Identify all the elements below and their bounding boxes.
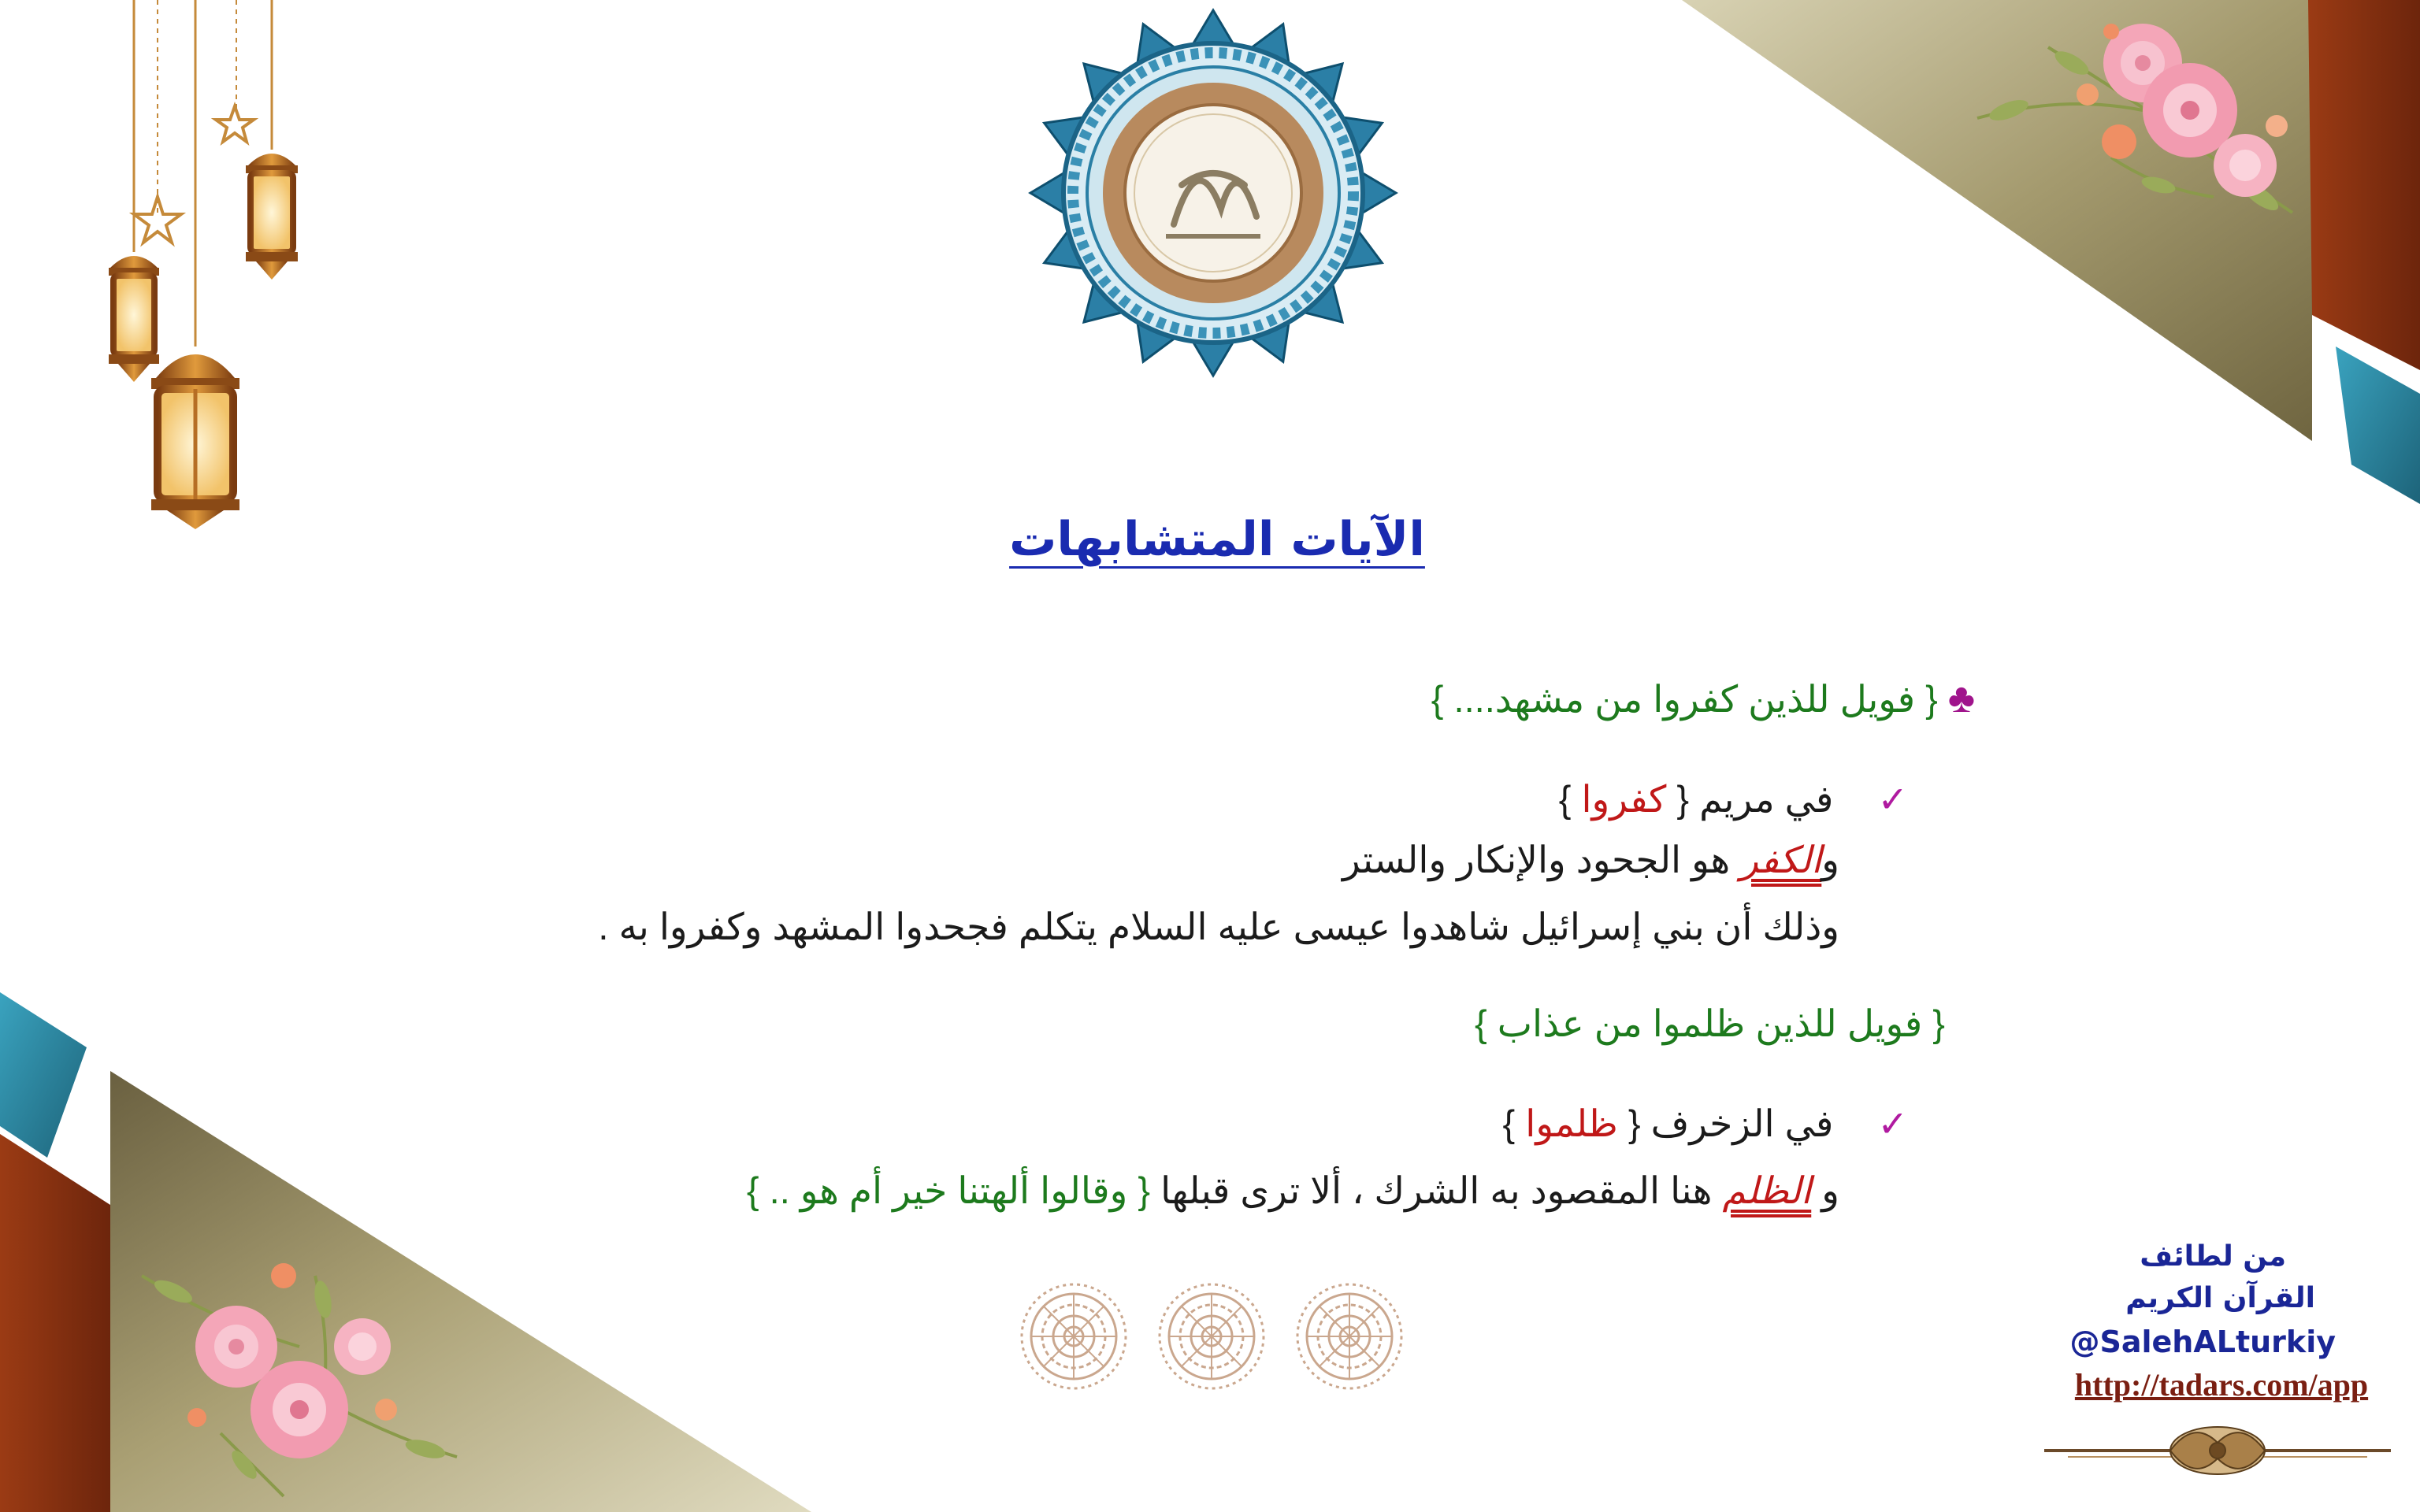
- line-prefix: و: [1811, 1169, 1839, 1211]
- line-rest: هو الجحود والإنكار والستر: [1342, 839, 1741, 880]
- mandala-row: [1016, 1280, 1410, 1394]
- item-suffix: }: [1502, 1102, 1516, 1144]
- club-bullet-icon: ♣: [1947, 676, 1975, 721]
- credit-url-link[interactable]: http://tadars.com/app: [2074, 1367, 2369, 1403]
- item-prefix: في الزخرف {: [1628, 1102, 1834, 1144]
- check-bullet-icon: ✓: [1877, 1103, 1908, 1144]
- item-prefix: في مريم {: [1676, 778, 1834, 820]
- lantern-icon: [63, 0, 331, 536]
- item-suffix: }: [1558, 778, 1572, 820]
- line-rest: هنا المقصود به الشرك ، ألا ترى قبلها: [1150, 1169, 1723, 1211]
- item-line-5: [747, 1167, 1839, 1214]
- flower-bouquet: [126, 1228, 488, 1512]
- item-line-4: [1503, 1100, 1908, 1147]
- item-line-1: [1559, 776, 1908, 823]
- verse-line-1: [1431, 675, 1975, 723]
- verse-line-2: [1475, 1000, 1945, 1047]
- quote-text: { وقالوا ألهتنا خير أم هو .. }: [746, 1169, 1151, 1211]
- underlined-keyword: الظلم: [1722, 1169, 1812, 1211]
- rosette-emblem: [1024, 8, 1402, 378]
- item-line-2: [1342, 836, 1839, 884]
- check-bullet-icon: ✓: [1877, 779, 1908, 820]
- credit-handle: @SalehALturkiy: [2069, 1325, 2336, 1359]
- item-keyword: كفروا: [1581, 778, 1667, 820]
- verse-text: { فويل للذين ظلموا من عذاب }: [1474, 1002, 1945, 1044]
- line-prefix: و: [1821, 839, 1839, 880]
- divider-ornament: [2036, 1414, 2399, 1488]
- underlined-keyword: الكفر: [1740, 839, 1822, 880]
- item-line-3: وذلك أن بني إسرائيل شاهدوا عيسى عليه السلام يتكلم فجحدوا المشهد وكفروا به .: [598, 906, 1839, 947]
- item-keyword: ظلموا: [1525, 1102, 1618, 1144]
- page-title: الآيات المتشابهات: [1009, 512, 1425, 567]
- credit-line-1: من لطائف: [2140, 1240, 2286, 1273]
- verse-text: { فويل للذين كفروا من مشهد.... }: [1431, 678, 1938, 720]
- flower-bouquet: [1954, 0, 2316, 244]
- credit-line-2: القرآن الكريم: [2125, 1282, 2315, 1314]
